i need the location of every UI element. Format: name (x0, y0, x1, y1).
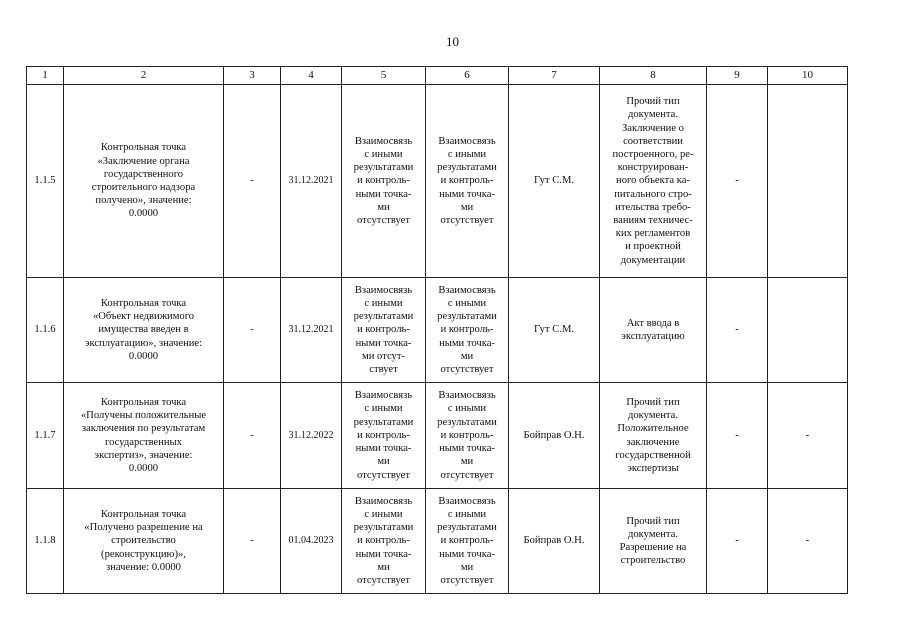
col-3-cell: - (224, 85, 281, 278)
table-row (27, 489, 848, 594)
date-cell: 31.12.2022 (281, 383, 342, 489)
row-number-cell: 1.1.5 (27, 85, 64, 278)
table-body (27, 85, 848, 594)
table-row (27, 383, 848, 489)
header-col-2: 2 (64, 67, 224, 85)
col-10-cell (768, 85, 848, 278)
col-9-cell: - (707, 383, 768, 489)
responsible-cell: Бойправ О.Н. (509, 489, 600, 594)
col-10-cell (768, 278, 848, 383)
col-3-cell: - (224, 383, 281, 489)
header-col-5: 5 (342, 67, 426, 85)
document-type-cell: Прочий тип документа. Положительное заключение государственной экспертизы (600, 383, 707, 489)
row-number-cell: 1.1.6 (27, 278, 64, 383)
responsible-cell: Бойправ О.Н. (509, 383, 600, 489)
header-row (27, 67, 848, 85)
control-point-name-cell: Контрольная точка «Получены положительные заключения по результатам государственных экспертиз», значение: 0.0000 (64, 383, 224, 489)
table-row (27, 85, 848, 278)
relation-cell: Взаимосвязь с иными результатами и контроль- ными точка- ми отсутствует (342, 85, 426, 278)
relation-cell: Взаимосвязь с иными результатами и контроль- ными точка- ми отсутствует (426, 85, 509, 278)
document-type-cell: Акт ввода в эксплуатацию (600, 278, 707, 383)
header-col-6: 6 (426, 67, 509, 85)
document-type-cell: Прочий тип документа. Заключение о соответствии построенного, ре- конструирован- ного объекта ка- питального стро- ительства требо- ваниям техничес- ких регламентов и проектной документации (600, 85, 707, 278)
responsible-cell: Гут С.М. (509, 85, 600, 278)
row-number-cell: 1.1.7 (27, 383, 64, 489)
table-header (27, 67, 848, 85)
col-10-cell: - (768, 383, 848, 489)
header-col-4: 4 (281, 67, 342, 85)
relation-cell: Взаимосвязь с иными результатами и контроль- ными точка- ми отсутствует (426, 489, 509, 594)
relation-cell: Взаимосвязь с иными результатами и контроль- ными точка- ми отсутствует (426, 278, 509, 383)
header-col-3: 3 (224, 67, 281, 85)
header-col-8: 8 (600, 67, 707, 85)
col-9-cell: - (707, 489, 768, 594)
control-point-name-cell: Контрольная точка «Объект недвижимого имущества введен в эксплуатацию», значение: 0.0000 (64, 278, 224, 383)
table-row (27, 278, 848, 383)
col-9-cell: - (707, 278, 768, 383)
page-number: 10 (446, 34, 459, 49)
header-col-1: 1 (27, 67, 64, 85)
control-point-name-cell: Контрольная точка «Заключение органа государственного строительного надзора получено», значение: 0.0000 (64, 85, 224, 278)
relation-cell: Взаимосвязь с иными результатами и контроль- ными точка- ми отсутствует (426, 383, 509, 489)
responsible-cell: Гут С.М. (509, 278, 600, 383)
row-number-cell: 1.1.8 (27, 489, 64, 594)
col-3-cell: - (224, 489, 281, 594)
control-points-table (26, 66, 848, 594)
document-type-cell: Прочий тип документа. Разрешение на строительство (600, 489, 707, 594)
relation-cell: Взаимосвязь с иными результатами и контроль- ными точка- ми отсут- ствует (342, 278, 426, 383)
relation-cell: Взаимосвязь с иными результатами и контроль- ными точка- ми отсутствует (342, 383, 426, 489)
header-col-9: 9 (707, 67, 768, 85)
date-cell: 01.04.2023 (281, 489, 342, 594)
date-cell: 31.12.2021 (281, 85, 342, 278)
col-10-cell: - (768, 489, 848, 594)
date-cell: 31.12.2021 (281, 278, 342, 383)
relation-cell: Взаимосвязь с иными результатами и контроль- ными точка- ми отсутствует (342, 489, 426, 594)
col-3-cell: - (224, 278, 281, 383)
header-col-10: 10 (768, 67, 848, 85)
header-col-7: 7 (509, 67, 600, 85)
col-9-cell: - (707, 85, 768, 278)
control-point-name-cell: Контрольная точка «Получено разрешение на строительство (реконструкцию)», значение: 0.0000 (64, 489, 224, 594)
